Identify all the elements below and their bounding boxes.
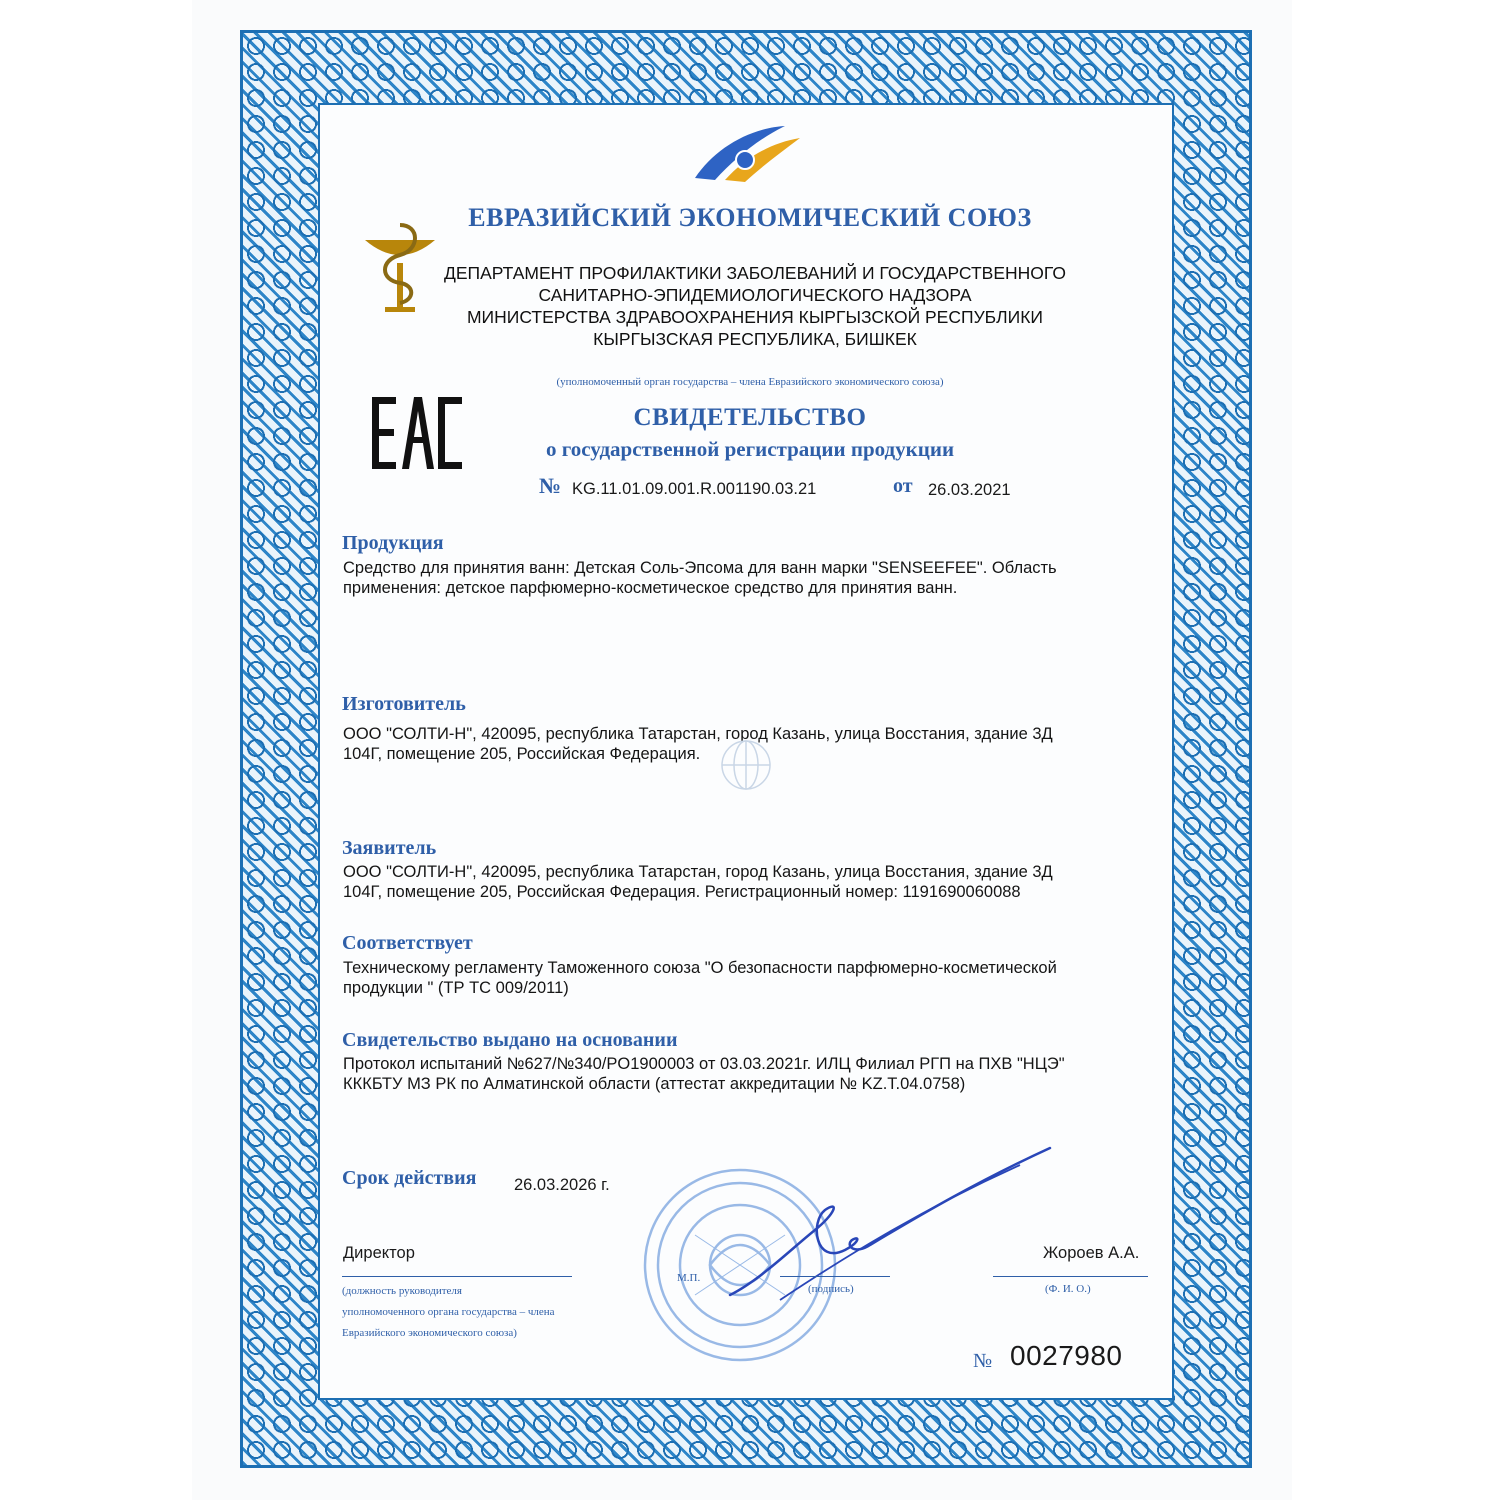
registration-number: KG.11.01.09.001.R.001190.03.21	[572, 480, 817, 498]
applicant-text	[343, 862, 1143, 902]
signatory-position: Директор	[343, 1244, 415, 1262]
registration-date: 26.03.2021	[928, 481, 1011, 499]
certificate-title: СВИДЕТЕЛЬСТВО	[633, 404, 867, 431]
conforms-text	[343, 958, 1143, 998]
position-caption-line: Евразийского экономического союза)	[342, 1327, 517, 1339]
product-heading: Продукция	[342, 532, 444, 554]
product-line: применения: детское парфюмерно-косметическое средство для принятия ванн.	[343, 579, 958, 597]
registration-number-mark: №	[539, 473, 562, 498]
authorized-body-note: (уполномоченный орган государства – члена Евразийского экономического союза)	[556, 376, 944, 388]
basis-line: КККБТУ МЗ РК по Алматинской области (аттестат аккредитации № KZ.T.04.0758)	[343, 1075, 966, 1093]
manufacturer-line: 104Г, помещение 205, Российская Федерация.	[343, 745, 701, 763]
name-caption: (Ф. И. О.)	[1045, 1283, 1091, 1295]
validity-heading: Срок действия	[342, 1167, 477, 1189]
product-line: Средство для принятия ванн: Детская Соль-Эпсома для ванн марки "SENSEEFEE". Область	[343, 559, 1057, 577]
department-line: МИНИСТЕРСТВА ЗДРАВООХРАНЕНИЯ КЫРГЫЗСКОЙ РЕСПУБЛИКИ	[466, 307, 1044, 327]
serial-number: 0027980	[1010, 1340, 1123, 1371]
department-line: ДЕПАРТАМЕНТ ПРОФИЛАКТИКИ ЗАБОЛЕВАНИЙ И ГОСУДАРСТВЕННОГО	[443, 263, 1067, 283]
eac-mark-icon	[372, 397, 462, 469]
signatory-name: Жороев А.А.	[1043, 1244, 1140, 1262]
department-line: КЫРГЫЗСКАЯ РЕСПУБЛИКА, БИШКЕК	[593, 329, 917, 349]
applicant-heading: Заявитель	[342, 837, 437, 859]
conforms-line: Техническому регламенту Таможенного союза "О безопасности парфюмерно-косметической	[343, 959, 1057, 977]
conforms-heading: Соответствует	[342, 932, 473, 954]
position-caption	[342, 1281, 555, 1344]
stamp-place-label: М.П.	[677, 1272, 701, 1284]
conforms-line: продукции " (ТР ТС 009/2011)	[343, 979, 569, 997]
department-line: САНИТАРНО-ЭПИДЕМИОЛОГИЧЕСКОГО НАДЗОРА	[538, 285, 972, 305]
certificate-subtitle: о государственной регистрации продукции	[545, 437, 955, 461]
union-title: ЕВРАЗИЙСКИЙ ЭКОНОМИЧЕСКИЙ СОЮЗ	[468, 203, 1032, 232]
department-block	[400, 262, 1110, 350]
manufacturer-line: ООО "СОЛТИ-Н", 420095, республика Татарстан, город Казань, улица Восстания, здание 3Д	[343, 725, 1053, 743]
serial-number-mark: №	[973, 1350, 993, 1372]
position-caption-line: уполномоченного органа государства – члена	[342, 1306, 555, 1318]
applicant-line: 104Г, помещение 205, Российская Федерация. Регистрационный номер: 1191690060088	[343, 883, 1021, 901]
globe-watermark-icon	[706, 735, 786, 795]
product-text	[343, 558, 1143, 598]
validity-date: 26.03.2026 г.	[514, 1176, 610, 1194]
basis-heading: Свидетельство выдано на основании	[342, 1029, 678, 1051]
position-caption-line: (должность руководителя	[342, 1285, 462, 1297]
basis-line: Протокол испытаний №627/№340/PO1900003 от 03.03.2021г. ИЛЦ Филиал РГП на ПХВ "НЦЭ"	[343, 1055, 1065, 1073]
manufacturer-heading: Изготовитель	[342, 693, 466, 715]
eaeu-logo-icon	[690, 118, 805, 188]
handwritten-signature-icon	[720, 1140, 1060, 1310]
signature-caption: (подпись)	[808, 1283, 854, 1295]
basis-text	[343, 1054, 1143, 1094]
applicant-line: ООО "СОЛТИ-Н", 420095, республика Татарстан, город Казань, улица Восстания, здание 3Д	[343, 863, 1053, 881]
registration-date-prefix: от	[893, 475, 913, 497]
